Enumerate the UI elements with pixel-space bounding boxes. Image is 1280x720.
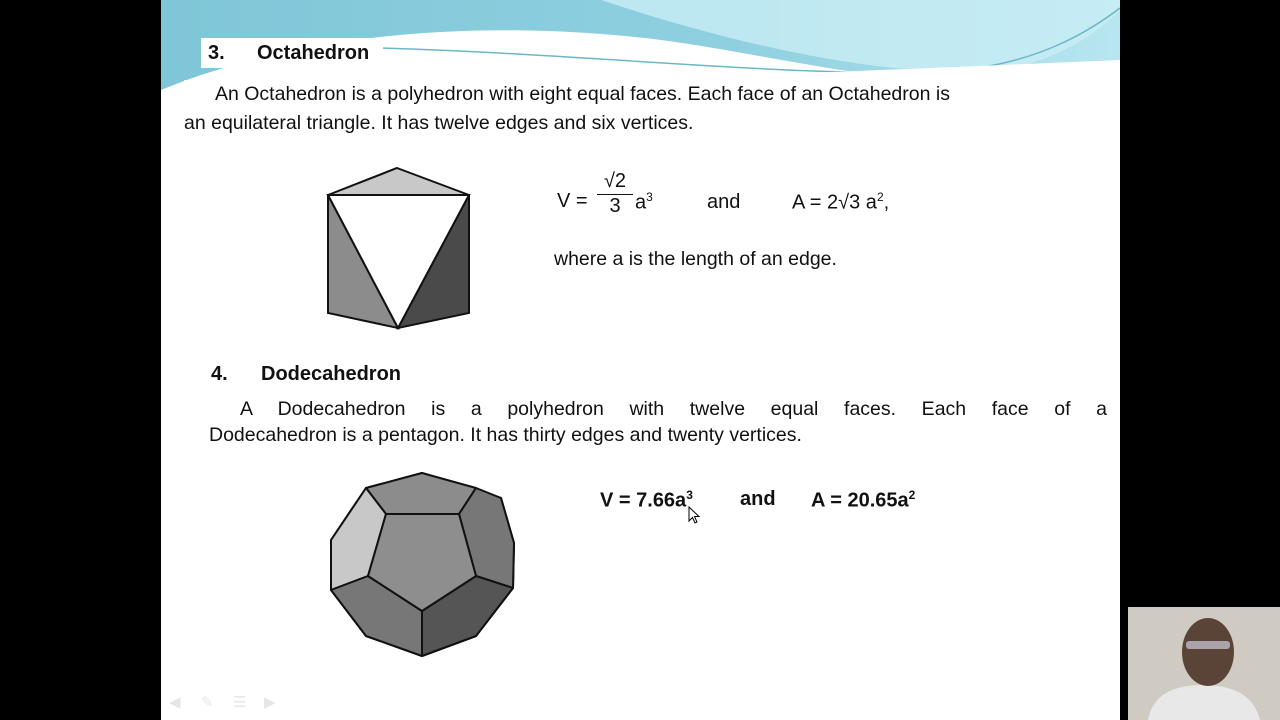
fraction-numerator: √2 (603, 170, 627, 192)
octahedron-and: and (707, 191, 741, 213)
mouse-cursor-icon (688, 506, 702, 526)
volume-variable: a (635, 191, 647, 214)
section4-description (209, 396, 1107, 448)
section3-description (184, 80, 1119, 138)
octahedron-volume-fraction (597, 170, 633, 218)
dodecahedron-volume (600, 488, 693, 513)
volume-formula: V = 7.66a (600, 489, 687, 512)
octahedron-area (792, 190, 889, 215)
area-comma: , (883, 191, 890, 214)
previous-slide-icon[interactable]: ◀ (169, 694, 181, 711)
octahedron-note: where a is the length of an edge. (554, 248, 837, 270)
octahedron-volume-var (635, 190, 653, 215)
section3-title: Octahedron (257, 42, 370, 64)
section3-desc-line2: an equilateral triangle. It has twelve edges and six vertices. (184, 112, 694, 134)
area-formula: A = 20.65a (811, 489, 909, 512)
fraction-denominator: 3 (597, 194, 633, 218)
section4-desc-line2: Dodecahedron is a pentagon. It has thirty edges and twenty vertices. (209, 424, 802, 446)
volume-exponent: 3 (686, 488, 693, 502)
dodecahedron-and: and (740, 488, 776, 510)
area-formula: A = 2√3 a (792, 191, 877, 214)
next-slide-icon[interactable]: ▶ (264, 694, 276, 711)
pen-icon[interactable]: ✎ (201, 694, 214, 711)
section3-desc-line1: An Octahedron is a polyhedron with eight equal faces. Each face of an Octahedron is (215, 83, 950, 105)
dodecahedron-figure (326, 468, 518, 660)
volume-exponent: 3 (646, 190, 653, 204)
octahedron-volume-lhs: V = (557, 190, 588, 212)
octahedron-figure (321, 160, 481, 335)
presenter-webcam (1128, 607, 1280, 720)
section4-number: 4. (211, 363, 228, 385)
section4-title: Dodecahedron (261, 363, 402, 385)
area-exponent: 2 (876, 190, 884, 204)
presenter-silhouette (1128, 607, 1280, 720)
slide (161, 0, 1120, 720)
section4-desc-line1: A Dodecahedron is a polyhedron with twelve equal faces. Each face of a (240, 398, 1107, 420)
dodecahedron-area (811, 488, 915, 513)
menu-icon[interactable]: ☰ (233, 694, 247, 711)
area-exponent: 2 (908, 488, 916, 502)
section3-number: 3. (208, 42, 225, 64)
